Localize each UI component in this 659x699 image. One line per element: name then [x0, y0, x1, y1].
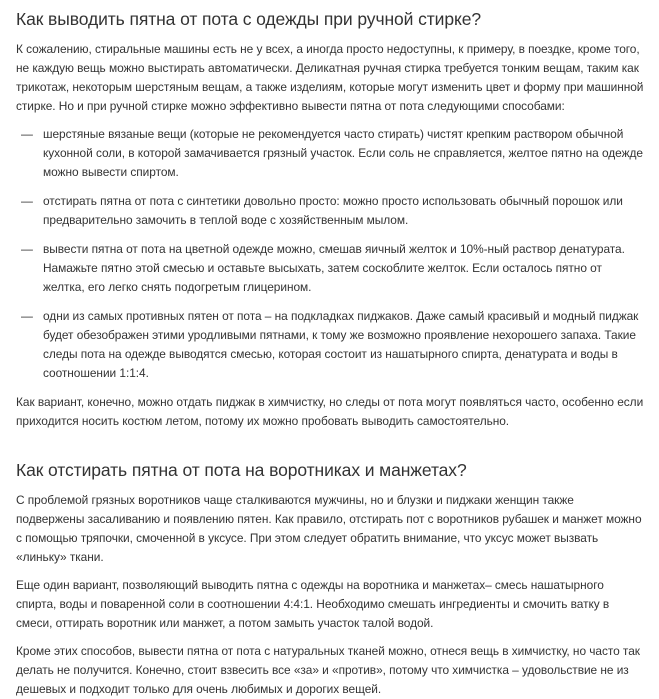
paragraph: Еще один вариант, позволяющий выводить пятна с одежды на воротника и манжетах– смесь нашатырного спирта, воды и поваренной соли в соотношении 4:4:1. Необходимо смешать ингредиенты и смочить ватку в смеси, оттирать воротник или манжет, а потом замыть участок талой водой. [16, 578, 610, 630]
dash-marker: — [21, 194, 33, 208]
list-item [16, 307, 645, 383]
list-item [16, 125, 645, 182]
section-heading-collars-cuffs: Как отстирать пятна от пота на воротниках и манжетах? [16, 460, 467, 480]
methods-list [16, 125, 645, 383]
list-item [16, 192, 645, 230]
dash-marker: — [21, 242, 33, 256]
list-item-text: одни из самых противных пятен от пота – на подкладках пиджаков. Даже самый красивый и модный пиджак будет обезображен этими уродливыми пятнами, к тому же возможно проявление нехорошего запаха. Такие следы пота на одежде выводятся смесью, которая состоит из нашатырного спирта, денатурата и воды в соотношении 1:1:4. [43, 309, 639, 380]
outro-paragraph: Как вариант, конечно, можно отдать пиджак в химчистку, но следы от пота могут появляться часто, особенно если приходится носить костюм летом, потому их можно пробовать выводить самостоятельно. [16, 395, 644, 428]
paragraph: Кроме этих способов, вывести пятна от пота с натуральных тканей можно, отнеся вещь в химчистку, но часто так делать не получится. Конечно, стоит взвесить все «за» и «против», потому что химчистка – удовольствие не из дешевых и подходит только для очень любимых и дорогих вещей. [16, 644, 640, 696]
dash-marker: — [21, 127, 33, 141]
list-item-text: отстирать пятна от пота с синтетики довольно просто: можно просто использовать обычный порошок или предварительно замочить в теплой воде с хозяйственным мылом. [43, 194, 623, 227]
intro-paragraph: К сожалению, стиральные машины есть не у всех, а иногда просто недоступны, к примеру, в поездке, кроме того, не каждую вещь можно выстирать автоматически. Деликатная ручная стирка требуется тонким вещам, таким как трикотаж, некоторым шерстяным вещам, а также изделиям, которые могут изменить цвет и форму при машинной стирке. Но и при ручной стирке можно эффективно вывести пятна от пота следующими способами: [16, 42, 644, 113]
list-item-text: вывести пятна от пота на цветной одежде можно, смешав яичный желток и 10%-ный раствор денатурата. Намажьте пятно этой смесью и оставьте высыхать, затем соскоблите желток. Если осталось пятно от желтка, его легко снять подогретым глицерином. [43, 242, 625, 294]
section-heading-hand-wash: Как выводить пятна от пота с одежды при ручной стирке? [16, 9, 481, 29]
dash-marker: — [21, 309, 33, 323]
list-item-text: шерстяные вязаные вещи (которые не рекомендуется часто стирать) чистят крепким раствором обычной кухонной соли, в которой замачивается грязный участок. Если соль не справляется, желтое пятно на одежде можно вывести спиртом. [43, 127, 643, 179]
paragraph: С проблемой грязных воротников чаще сталкиваются мужчины, но и блузки и пиджаки женщин также подвержены засаливанию и появлению пятен. Как правило, отстирать пот с воротников рубашек и манжет можно с помощью тряпочки, смоченной в уксусе. При этом следует обратить внимание, что уксус может вызвать «линьку» ткани. [16, 493, 642, 564]
list-item [16, 240, 645, 297]
